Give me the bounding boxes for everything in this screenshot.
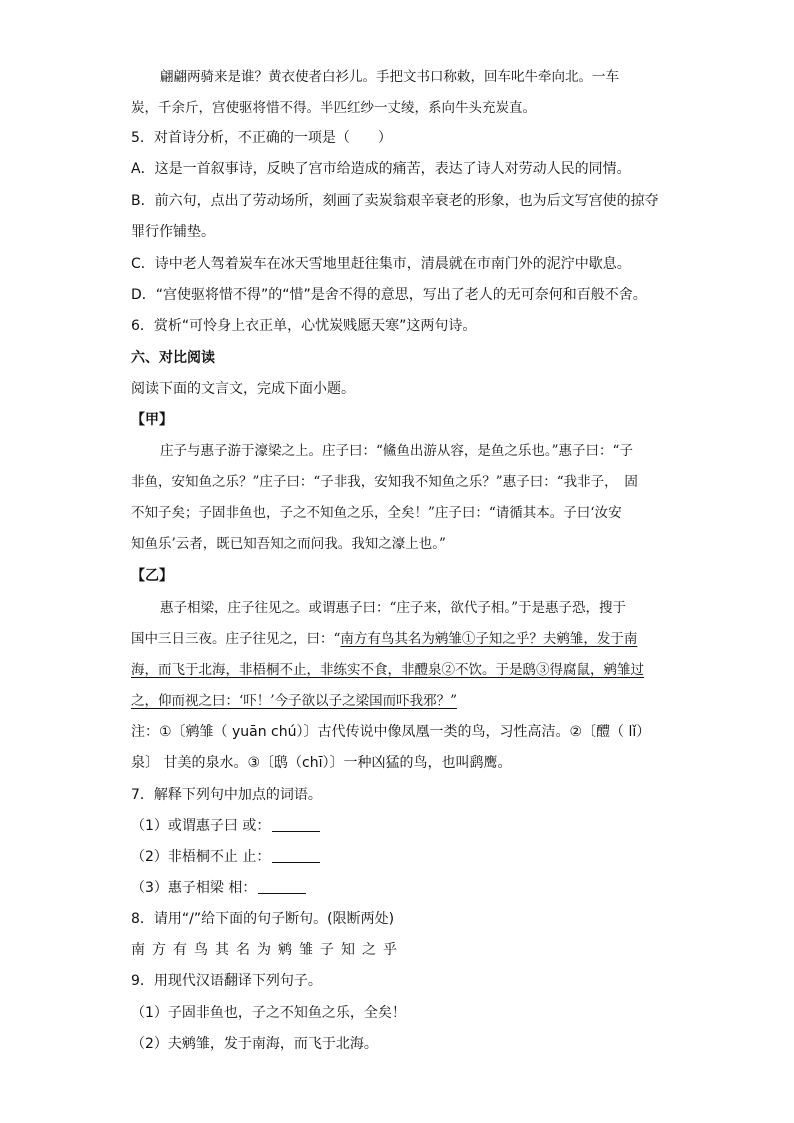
question-9-item: （2）夫鹓雏，发于南海，而飞于北海。 xyxy=(131,1036,378,1052)
item-sentence: 或谓惠子曰 xyxy=(167,818,238,834)
question-9-stem: 9．用现代汉语翻译下列句子。 xyxy=(131,973,322,989)
passage-jia-line: 非鱼，安知鱼之乐？”庄子曰：“子非我，安知我不知鱼之乐？”惠子曰：“我非子， 固 xyxy=(131,474,638,490)
answer-blank[interactable] xyxy=(272,848,320,863)
item-number: （2） xyxy=(131,849,168,865)
option-b: B．前六句，点出了劳动场所，刻画了卖炭翁艰辛衰老的形象，也为后文写宫使的掠夺 xyxy=(131,193,659,209)
section-instruction: 阅读下面的文言文，完成下面小题。 xyxy=(131,381,355,397)
answer-blank[interactable] xyxy=(272,817,320,832)
passage-jia-line: 不知子矣；子固非鱼也，子之不知鱼之乐，全矣！”庄子曰：“请循其本。子曰‘汝安 xyxy=(131,505,622,521)
question-7-item xyxy=(131,816,320,836)
underlined-text: 海，而飞于北海，非梧桐不止，非练实不食，非醴泉②不饮。于是鸱③得腐鼠，鹓雏过 xyxy=(131,662,644,678)
question-8-sentence: 南方有鸟其名为鹓雏子知之乎 xyxy=(131,942,404,958)
option-a: A．这是一首叙事诗，反映了宫市给造成的痛苦，表达了诗人对劳动人民的同情。 xyxy=(131,161,631,177)
passage-jia-label: 【甲】 xyxy=(131,412,173,428)
passage-yi-label: 【乙】 xyxy=(131,568,173,584)
question-7-stem: 7．解释下列句中加点的词语。 xyxy=(131,787,322,803)
question-5-stem: 5．对首诗分析，不正确的一项是（ ） xyxy=(131,130,392,146)
poem-line: 翩翩两骑来是谁？黄衣使者白衫儿。手把文书口称敕，回车叱牛牵向北。一车 xyxy=(160,69,619,85)
item-word: 相： xyxy=(228,880,257,896)
passage-yi-text: 国中三日三夜。庄子往见之，曰：“ xyxy=(131,631,341,647)
item-number: （1） xyxy=(131,818,168,834)
passage-yi-line: 惠子相梁，庄子往见之。或谓惠子曰：“庄子来，欲代子相。”于是惠子恐，搜于 xyxy=(160,600,627,616)
item-sentence: 惠子相梁 xyxy=(167,880,224,896)
passage-jia-line: 庄子与惠子游于濠梁之上。庄子曰：“鯈鱼出游从容，是鱼之乐也。”惠子曰：“子 xyxy=(160,443,633,459)
option-b-continued: 罪行作铺垫。 xyxy=(131,224,215,240)
notes-line: 泉〕 甘美的泉水。③〔鸱（chī）〕一种凶猛的鸟，也叫鹞鹰。 xyxy=(131,755,512,771)
question-7-item xyxy=(131,878,306,898)
item-word: 止： xyxy=(242,849,271,865)
question-9-item: （1）子固非鱼也，子之不知鱼之乐，全矣！ xyxy=(131,1005,406,1021)
item-number: （3） xyxy=(131,880,168,896)
passage-jia-line: 知鱼乐’云者，既已知吾知之而问我。我知之濠上也。” xyxy=(131,536,446,552)
item-word: 或： xyxy=(242,818,271,834)
item-sentence: 非梧桐不止 xyxy=(167,849,238,865)
notes-line: 注：①〔鹓雏（ yuān chú）〕古代传说中像凤凰一类的鸟，习性高洁。②〔醴（ lǐ） xyxy=(131,724,651,740)
question-7-item xyxy=(131,847,320,867)
question-8-stem: 8．请用“/”给下面的句子断句。(限断两处) xyxy=(131,911,395,927)
section-title: 六、对比阅读 xyxy=(131,350,215,366)
underlined-text: 之，仰而视之曰：‘吓！’今子欲以子之梁国而吓我邪？” xyxy=(131,693,457,709)
poem-line: 炭，千余斤，宫使驱将惜不得。半匹红纱一丈绫，系向牛头充炭直。 xyxy=(131,100,536,116)
underlined-text: 南方有鸟其名为鹓雏①子知之乎？夫鹓雏，发于南 xyxy=(340,631,638,647)
answer-blank[interactable] xyxy=(258,879,306,894)
option-d: D．“宫使驱将惜不得”的“惜”是舍不得的意思，写出了老人的无可奈何和百般不舍。 xyxy=(131,287,647,303)
option-c: C．诗中老人驾着炭车在冰天雪地里赶往集市，清晨就在市南门外的泥泞中歇息。 xyxy=(131,256,631,272)
question-6: 6．赏析“可怜身上衣正单，心忧炭贱愿天寒”这两句诗。 xyxy=(131,318,477,334)
passage-yi-line xyxy=(131,629,637,649)
